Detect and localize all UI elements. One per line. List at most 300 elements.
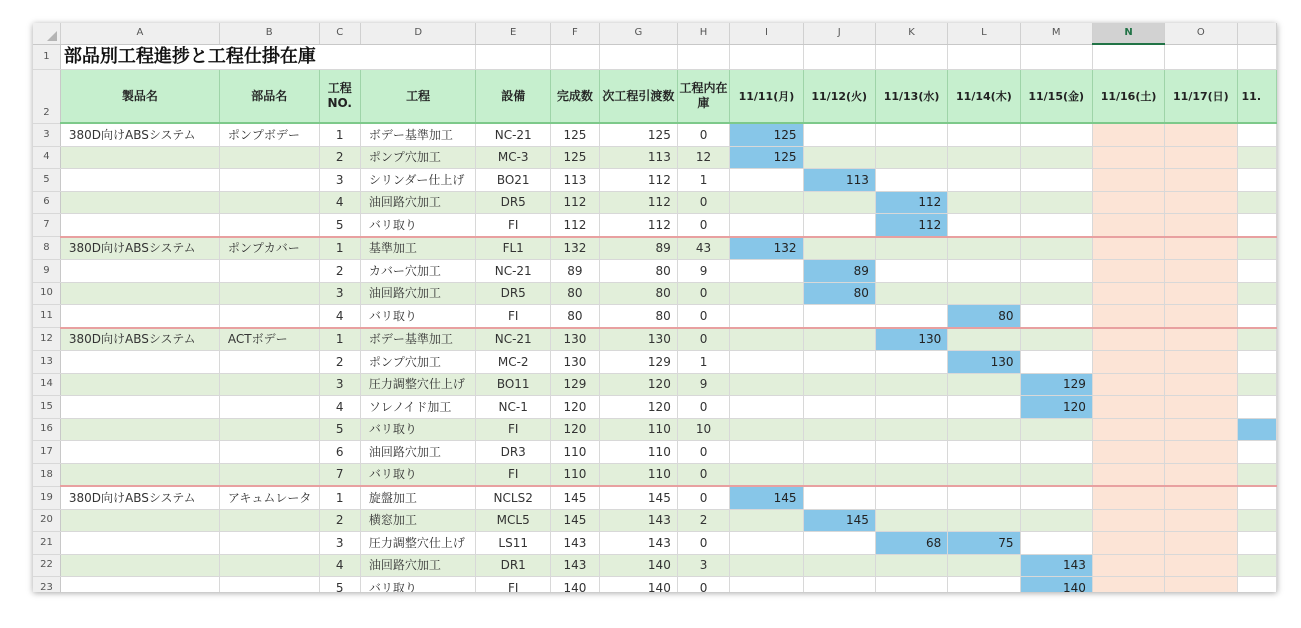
cell-schedule-6[interactable] [1092, 441, 1164, 464]
cell-schedule-6[interactable] [1092, 418, 1164, 441]
cell-schedule-6[interactable] [1092, 373, 1164, 396]
header-date-1[interactable]: 11/11(月) [730, 70, 803, 124]
cell-schedule-overflow[interactable] [1237, 214, 1276, 237]
cell-schedule-2[interactable] [803, 396, 875, 419]
cell-completed[interactable]: 113 [550, 169, 599, 192]
cell-schedule-6[interactable] [1092, 486, 1164, 509]
cell-schedule-7[interactable] [1165, 509, 1237, 532]
cell-schedule-7[interactable] [1165, 260, 1237, 283]
cell-schedule-1[interactable] [730, 441, 803, 464]
cell-schedule-1[interactable] [730, 509, 803, 532]
cell-schedule-5[interactable] [1020, 328, 1092, 351]
cell-schedule-4[interactable] [948, 396, 1020, 419]
header-next-transfer[interactable]: 次工程引渡数 [599, 70, 677, 124]
column-header-g[interactable]: G [599, 23, 677, 44]
cell-schedule-3[interactable] [875, 441, 947, 464]
cell-equipment[interactable]: FL1 [476, 237, 551, 260]
column-header-d[interactable]: D [360, 23, 476, 44]
cell-equipment[interactable]: BO21 [476, 169, 551, 192]
spreadsheet-grid[interactable] [33, 23, 1277, 592]
cell-schedule-3[interactable]: 130 [875, 328, 947, 351]
cell-schedule-3[interactable] [875, 463, 947, 486]
cell-product[interactable] [60, 418, 219, 441]
cell-part[interactable] [219, 418, 319, 441]
row-header[interactable]: 23 [33, 577, 60, 593]
cell-schedule-5[interactable] [1020, 509, 1092, 532]
cell-schedule-2[interactable] [803, 146, 875, 169]
row-header[interactable]: 20 [33, 509, 60, 532]
cell-process[interactable]: 旋盤加工 [360, 486, 476, 509]
cell-process[interactable]: 横窓加工 [360, 509, 476, 532]
cell-schedule-7[interactable] [1165, 282, 1237, 305]
cell-process[interactable]: 油回路穴加工 [360, 441, 476, 464]
cell-schedule-3[interactable] [875, 146, 947, 169]
cell-schedule-6[interactable] [1092, 328, 1164, 351]
cell-schedule-4[interactable] [948, 237, 1020, 260]
cell-process[interactable]: バリ取り [360, 577, 476, 593]
row-header[interactable]: 12 [33, 328, 60, 351]
cell-part[interactable] [219, 577, 319, 593]
cell-process[interactable]: ソレノイド加工 [360, 396, 476, 419]
cell-schedule-4[interactable] [948, 463, 1020, 486]
cell-product[interactable] [60, 260, 219, 283]
cell-process[interactable]: バリ取り [360, 418, 476, 441]
cell-next-transfer[interactable]: 143 [599, 532, 677, 555]
cell-schedule-overflow[interactable] [1237, 123, 1276, 146]
cell-process[interactable]: 油回路穴加工 [360, 191, 476, 214]
row-header[interactable]: 7 [33, 214, 60, 237]
cell-schedule-1[interactable] [730, 169, 803, 192]
cell-completed[interactable]: 89 [550, 260, 599, 283]
cell-schedule-4[interactable] [948, 554, 1020, 577]
cell-equipment[interactable]: NC-1 [476, 396, 551, 419]
cell-completed[interactable]: 120 [550, 418, 599, 441]
row-header[interactable]: 17 [33, 441, 60, 464]
cell-part[interactable] [219, 351, 319, 374]
cell-schedule-1[interactable] [730, 396, 803, 419]
cell-schedule-6[interactable] [1092, 123, 1164, 146]
cell-product[interactable] [60, 441, 219, 464]
row-header[interactable]: 1 [33, 44, 60, 70]
cell-wip[interactable]: 0 [677, 305, 729, 328]
row-header[interactable]: 21 [33, 532, 60, 555]
cell-process[interactable]: 圧力調整穴仕上げ [360, 532, 476, 555]
cell-schedule-3[interactable]: 112 [875, 191, 947, 214]
cell-wip[interactable]: 0 [677, 532, 729, 555]
cell-product[interactable] [60, 351, 219, 374]
cell-completed[interactable]: 140 [550, 577, 599, 593]
cell-part[interactable] [219, 509, 319, 532]
cell-equipment[interactable]: DR5 [476, 191, 551, 214]
cell-next-transfer[interactable]: 80 [599, 305, 677, 328]
cell-schedule-5[interactable]: 120 [1020, 396, 1092, 419]
select-all-corner[interactable] [33, 23, 60, 44]
cell-schedule-5[interactable] [1020, 486, 1092, 509]
row-header[interactable]: 6 [33, 191, 60, 214]
cell-process-no[interactable]: 2 [319, 509, 360, 532]
header-date-6[interactable]: 11/16(土) [1092, 70, 1164, 124]
cell-schedule-5[interactable]: 140 [1020, 577, 1092, 593]
cell-schedule-6[interactable] [1092, 532, 1164, 555]
cell-part[interactable] [219, 146, 319, 169]
cell-process[interactable]: バリ取り [360, 214, 476, 237]
cell-schedule-1[interactable]: 145 [730, 486, 803, 509]
cell-schedule-3[interactable] [875, 373, 947, 396]
cell-wip[interactable]: 43 [677, 237, 729, 260]
header-date-5[interactable]: 11/15(金) [1020, 70, 1092, 124]
cell-completed[interactable]: 145 [550, 509, 599, 532]
cell-schedule-3[interactable] [875, 260, 947, 283]
cell-schedule-5[interactable] [1020, 441, 1092, 464]
cell-completed[interactable]: 112 [550, 214, 599, 237]
cell-next-transfer[interactable]: 112 [599, 214, 677, 237]
cell-process[interactable]: 基準加工 [360, 237, 476, 260]
cell-equipment[interactable]: MC-2 [476, 351, 551, 374]
column-header-l[interactable]: L [948, 23, 1020, 44]
cell-schedule-2[interactable] [803, 305, 875, 328]
cell-schedule-7[interactable] [1165, 214, 1237, 237]
cell-schedule-7[interactable] [1165, 441, 1237, 464]
cell-process[interactable]: バリ取り [360, 463, 476, 486]
cell-schedule-2[interactable]: 80 [803, 282, 875, 305]
cell-schedule-7[interactable] [1165, 351, 1237, 374]
cell-part[interactable] [219, 282, 319, 305]
cell-schedule-2[interactable] [803, 191, 875, 214]
cell-schedule-7[interactable] [1165, 396, 1237, 419]
cell-completed[interactable]: 132 [550, 237, 599, 260]
cell-schedule-3[interactable] [875, 123, 947, 146]
cell-equipment[interactable]: DR5 [476, 282, 551, 305]
cell-schedule-overflow[interactable] [1237, 282, 1276, 305]
cell-schedule-7[interactable] [1165, 554, 1237, 577]
cell-process[interactable]: ボデー基準加工 [360, 123, 476, 146]
cell-schedule-7[interactable] [1165, 532, 1237, 555]
cell-equipment[interactable]: FI [476, 463, 551, 486]
cell-product[interactable] [60, 146, 219, 169]
cell-next-transfer[interactable]: 110 [599, 418, 677, 441]
cell-completed[interactable]: 112 [550, 191, 599, 214]
header-date-7[interactable]: 11/17(日) [1165, 70, 1237, 124]
cell-product[interactable] [60, 214, 219, 237]
cell-schedule-1[interactable] [730, 351, 803, 374]
cell-schedule-7[interactable] [1165, 123, 1237, 146]
cell-schedule-4[interactable] [948, 214, 1020, 237]
cell-schedule-4[interactable] [948, 418, 1020, 441]
cell-process-no[interactable]: 5 [319, 418, 360, 441]
cell-wip[interactable]: 3 [677, 554, 729, 577]
row-header[interactable]: 9 [33, 260, 60, 283]
cell-process[interactable]: 油回路穴加工 [360, 282, 476, 305]
cell-schedule-6[interactable] [1092, 577, 1164, 593]
row-header[interactable]: 2 [33, 70, 60, 124]
cell-product[interactable] [60, 532, 219, 555]
column-header-k[interactable]: K [875, 23, 947, 44]
cell-schedule-6[interactable] [1092, 351, 1164, 374]
cell-process-no[interactable]: 4 [319, 191, 360, 214]
cell-schedule-4[interactable] [948, 123, 1020, 146]
cell-schedule-3[interactable] [875, 396, 947, 419]
cell-product[interactable]: 380D向けABSシステム [60, 123, 219, 146]
cell-part[interactable]: アキュムレータ [219, 486, 319, 509]
row-header[interactable]: 4 [33, 146, 60, 169]
column-header-c[interactable]: C [319, 23, 360, 44]
cell-process[interactable]: カバー穴加工 [360, 260, 476, 283]
cell-schedule-2[interactable] [803, 328, 875, 351]
cell-wip[interactable]: 0 [677, 282, 729, 305]
header-process-no[interactable]: 工程NO. [319, 70, 360, 124]
cell-product[interactable] [60, 463, 219, 486]
header-date-2[interactable]: 11/12(火) [803, 70, 875, 124]
cell-completed[interactable]: 120 [550, 396, 599, 419]
cell-schedule-3[interactable]: 68 [875, 532, 947, 555]
cell-schedule-5[interactable] [1020, 532, 1092, 555]
cell-schedule-6[interactable] [1092, 169, 1164, 192]
cell-equipment[interactable]: FI [476, 418, 551, 441]
header-part[interactable]: 部品名 [219, 70, 319, 124]
cell-equipment[interactable]: NC-21 [476, 260, 551, 283]
cell-product[interactable] [60, 396, 219, 419]
cell-schedule-4[interactable] [948, 509, 1020, 532]
cell-schedule-3[interactable] [875, 305, 947, 328]
cell-schedule-3[interactable] [875, 577, 947, 593]
cell-completed[interactable]: 80 [550, 282, 599, 305]
cell-completed[interactable]: 110 [550, 441, 599, 464]
row-header[interactable]: 18 [33, 463, 60, 486]
cell-completed[interactable]: 129 [550, 373, 599, 396]
cell-schedule-5[interactable] [1020, 169, 1092, 192]
cell-process-no[interactable]: 1 [319, 123, 360, 146]
cell-wip[interactable]: 1 [677, 169, 729, 192]
cell-part[interactable] [219, 305, 319, 328]
cell-wip[interactable]: 0 [677, 328, 729, 351]
row-header[interactable]: 5 [33, 169, 60, 192]
cell-schedule-6[interactable] [1092, 282, 1164, 305]
column-header-m[interactable]: M [1020, 23, 1092, 44]
cell-schedule-3[interactable] [875, 554, 947, 577]
cell-equipment[interactable]: MCL5 [476, 509, 551, 532]
cell-next-transfer[interactable]: 113 [599, 146, 677, 169]
cell-schedule-3[interactable] [875, 351, 947, 374]
cell-schedule-7[interactable] [1165, 463, 1237, 486]
cell-completed[interactable]: 145 [550, 486, 599, 509]
cell-schedule-6[interactable] [1092, 554, 1164, 577]
cell-part[interactable] [219, 441, 319, 464]
cell-next-transfer[interactable]: 120 [599, 373, 677, 396]
header-wip[interactable]: 工程内在庫 [677, 70, 729, 124]
cell-schedule-2[interactable]: 113 [803, 169, 875, 192]
cell-schedule-4[interactable] [948, 282, 1020, 305]
cell-product[interactable] [60, 509, 219, 532]
cell-process-no[interactable]: 3 [319, 169, 360, 192]
column-header-b[interactable]: B [219, 23, 319, 44]
cell-product[interactable] [60, 373, 219, 396]
column-header-a[interactable]: A [60, 23, 219, 44]
row-header[interactable]: 8 [33, 237, 60, 260]
cell-product[interactable] [60, 169, 219, 192]
cell-completed[interactable]: 110 [550, 463, 599, 486]
cell-completed[interactable]: 125 [550, 146, 599, 169]
cell-schedule-6[interactable] [1092, 509, 1164, 532]
cell-schedule-7[interactable] [1165, 169, 1237, 192]
cell-schedule-2[interactable]: 89 [803, 260, 875, 283]
cell-schedule-5[interactable]: 143 [1020, 554, 1092, 577]
row-header[interactable]: 19 [33, 486, 60, 509]
column-header-n[interactable]: N [1092, 23, 1164, 44]
cell-next-transfer[interactable]: 145 [599, 486, 677, 509]
row-header[interactable]: 15 [33, 396, 60, 419]
cell-process-no[interactable]: 3 [319, 532, 360, 555]
cell-part[interactable]: ポンプボデー [219, 123, 319, 146]
cell-schedule-overflow[interactable] [1237, 441, 1276, 464]
cell-schedule-5[interactable] [1020, 463, 1092, 486]
cell-schedule-7[interactable] [1165, 418, 1237, 441]
sheet-title[interactable]: 部品別工程進捗と工程仕掛在庫 [60, 44, 476, 70]
row-header[interactable]: 3 [33, 123, 60, 146]
cell-next-transfer[interactable]: 80 [599, 282, 677, 305]
cell-completed[interactable]: 80 [550, 305, 599, 328]
cell-schedule-1[interactable] [730, 418, 803, 441]
cell-schedule-overflow[interactable] [1237, 509, 1276, 532]
cell-schedule-1[interactable] [730, 373, 803, 396]
cell-schedule-overflow[interactable] [1237, 373, 1276, 396]
cell-wip[interactable]: 0 [677, 463, 729, 486]
cell-schedule-1[interactable]: 125 [730, 146, 803, 169]
cell-next-transfer[interactable]: 129 [599, 351, 677, 374]
cell-schedule-2[interactable] [803, 554, 875, 577]
cell-process[interactable]: ボデー基準加工 [360, 328, 476, 351]
cell-part[interactable]: ACTボデー [219, 328, 319, 351]
cell-schedule-overflow[interactable] [1237, 463, 1276, 486]
cell-process-no[interactable]: 5 [319, 577, 360, 593]
cell-process[interactable]: 油回路穴加工 [360, 554, 476, 577]
cell-schedule-3[interactable] [875, 169, 947, 192]
cell-schedule-1[interactable] [730, 214, 803, 237]
cell-schedule-overflow[interactable] [1237, 396, 1276, 419]
cell-schedule-overflow[interactable] [1237, 554, 1276, 577]
cell-next-transfer[interactable]: 143 [599, 509, 677, 532]
cell-schedule-1[interactable]: 125 [730, 123, 803, 146]
cell-equipment[interactable]: DR1 [476, 554, 551, 577]
column-header-j[interactable]: J [803, 23, 875, 44]
cell-part[interactable] [219, 214, 319, 237]
cell-wip[interactable]: 12 [677, 146, 729, 169]
cell-schedule-6[interactable] [1092, 191, 1164, 214]
cell-product[interactable]: 380D向けABSシステム [60, 486, 219, 509]
cell-equipment[interactable]: NC-21 [476, 123, 551, 146]
cell-next-transfer[interactable]: 112 [599, 169, 677, 192]
cell-schedule-overflow[interactable] [1237, 146, 1276, 169]
cell-schedule-6[interactable] [1092, 305, 1164, 328]
row-header[interactable]: 22 [33, 554, 60, 577]
cell-schedule-2[interactable] [803, 237, 875, 260]
cell-product[interactable] [60, 577, 219, 593]
cell-equipment[interactable]: MC-3 [476, 146, 551, 169]
column-header-f[interactable]: F [550, 23, 599, 44]
cell-schedule-2[interactable] [803, 418, 875, 441]
cell-schedule-overflow[interactable] [1237, 351, 1276, 374]
cell-process-no[interactable]: 4 [319, 305, 360, 328]
cell-schedule-4[interactable]: 75 [948, 532, 1020, 555]
cell-process-no[interactable]: 1 [319, 328, 360, 351]
cell-schedule-4[interactable] [948, 260, 1020, 283]
cell-wip[interactable]: 0 [677, 123, 729, 146]
cell-schedule-2[interactable] [803, 441, 875, 464]
header-date-overflow[interactable]: 11. [1237, 70, 1276, 124]
cell-wip[interactable]: 9 [677, 260, 729, 283]
cell-schedule-4[interactable] [948, 169, 1020, 192]
row-header[interactable]: 11 [33, 305, 60, 328]
cell-schedule-overflow[interactable] [1237, 577, 1276, 593]
header-date-4[interactable]: 11/14(木) [948, 70, 1020, 124]
cell-schedule-6[interactable] [1092, 214, 1164, 237]
cell-schedule-3[interactable] [875, 509, 947, 532]
column-header-h[interactable]: H [677, 23, 729, 44]
cell-equipment[interactable]: LS11 [476, 532, 551, 555]
cell-schedule-7[interactable] [1165, 191, 1237, 214]
cell-part[interactable] [219, 463, 319, 486]
cell-process-no[interactable]: 2 [319, 146, 360, 169]
cell-part[interactable] [219, 396, 319, 419]
header-completed[interactable]: 完成数 [550, 70, 599, 124]
cell-product[interactable] [60, 191, 219, 214]
cell-equipment[interactable]: FI [476, 214, 551, 237]
cell-part[interactable] [219, 373, 319, 396]
cell-schedule-5[interactable] [1020, 351, 1092, 374]
cell-schedule-6[interactable] [1092, 237, 1164, 260]
cell-schedule-overflow[interactable] [1237, 305, 1276, 328]
cell-next-transfer[interactable]: 80 [599, 260, 677, 283]
cell-next-transfer[interactable]: 125 [599, 123, 677, 146]
cell-schedule-4[interactable] [948, 328, 1020, 351]
cell-completed[interactable]: 125 [550, 123, 599, 146]
cell-schedule-5[interactable] [1020, 282, 1092, 305]
cell-process[interactable]: バリ取り [360, 305, 476, 328]
column-header-e[interactable]: E [476, 23, 551, 44]
cell-schedule-7[interactable] [1165, 373, 1237, 396]
row-header[interactable]: 14 [33, 373, 60, 396]
cell-schedule-1[interactable] [730, 282, 803, 305]
cell-schedule-2[interactable] [803, 577, 875, 593]
cell-wip[interactable]: 0 [677, 191, 729, 214]
column-header-o[interactable]: O [1165, 23, 1237, 44]
cell-schedule-7[interactable] [1165, 577, 1237, 593]
cell-schedule-5[interactable]: 129 [1020, 373, 1092, 396]
cell-schedule-4[interactable] [948, 486, 1020, 509]
cell-schedule-5[interactable] [1020, 214, 1092, 237]
cell-process-no[interactable]: 4 [319, 396, 360, 419]
cell-schedule-overflow[interactable] [1237, 169, 1276, 192]
cell-schedule-1[interactable] [730, 260, 803, 283]
cell-part[interactable] [219, 191, 319, 214]
cell-next-transfer[interactable]: 120 [599, 396, 677, 419]
cell-schedule-2[interactable]: 145 [803, 509, 875, 532]
cell-schedule-4[interactable] [948, 146, 1020, 169]
cell-product[interactable] [60, 554, 219, 577]
cell-schedule-7[interactable] [1165, 328, 1237, 351]
cell-schedule-overflow[interactable] [1237, 191, 1276, 214]
cell-schedule-1[interactable] [730, 463, 803, 486]
header-process[interactable]: 工程 [360, 70, 476, 124]
cell-schedule-2[interactable] [803, 463, 875, 486]
cell-schedule-overflow[interactable] [1237, 328, 1276, 351]
cell-part[interactable] [219, 260, 319, 283]
cell-part[interactable] [219, 532, 319, 555]
cell-next-transfer[interactable]: 110 [599, 463, 677, 486]
cell-schedule-5[interactable] [1020, 260, 1092, 283]
cell-process[interactable]: ポンプ穴加工 [360, 146, 476, 169]
cell-wip[interactable]: 0 [677, 441, 729, 464]
cell-schedule-5[interactable] [1020, 418, 1092, 441]
